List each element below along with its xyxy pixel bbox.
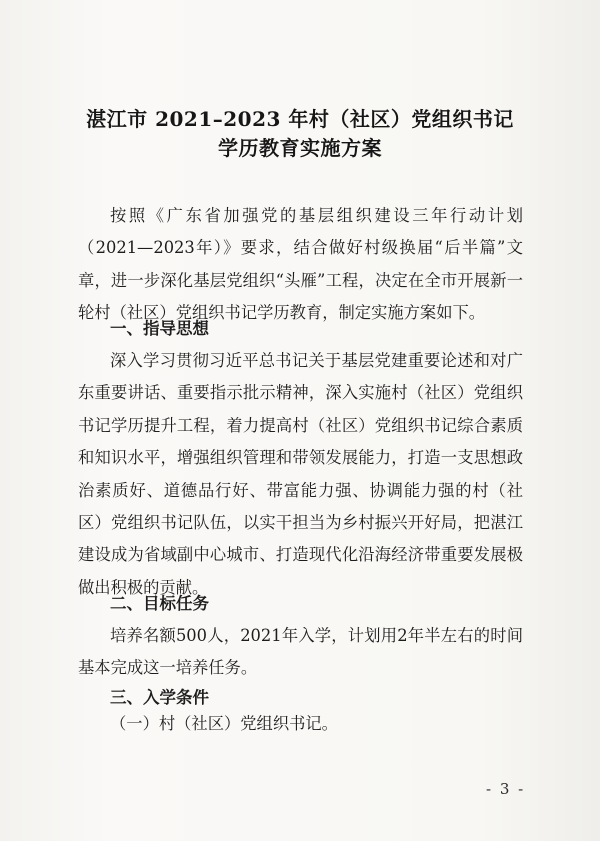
section-1-heading: 一、指导思想 (110, 319, 209, 338)
intro-paragraph: 按照《广东省加强党的基层组织建设三年行动计划（2021—2023年）》要求，结合做好村级换届“后半篇”文章，进一步深化基层党组织“头雁”工程，决定在全市开展新一轮村（社区）党组织书记学历教育，制定实施方案如下。 (78, 206, 523, 323)
document-title-line-1: 湛江市 2021–2023 年村（社区）党组织书记 (86, 107, 514, 131)
document-title-line-2: 学历教育实施方案 (218, 136, 382, 160)
section-2-heading: 二、目标任务 (110, 594, 209, 613)
section-3-heading: 三、入学条件 (110, 688, 209, 707)
section-3-item-1: （一）村（社区）党组织书记。 (110, 714, 338, 733)
section-2-paragraph: 培养名额500人，2021年入学，计划用2年半左右的时间基本完成这一培养任务。 (78, 626, 523, 678)
page-number: - 3 - (486, 780, 526, 798)
section-1-paragraph: 深入学习贯彻习近平总书记关于基层党建重要论述和对广东重要讲话、重要指示批示精神，深入实施村（社区）党组织书记学历提升工程，着力提高村（社区）党组织书记综合素质和知识水平，增强组织管理和带领发展能力，打造一支思想政治素质好、道德品行好、带富能力强、协调能力强的村（社区）党组织书记队伍，以实干担当为乡村振兴开好局，把湛江建设成为省域副中心城市、打造现代化沿海经济带重要发展极做出积极的贡献。 (78, 351, 523, 597)
